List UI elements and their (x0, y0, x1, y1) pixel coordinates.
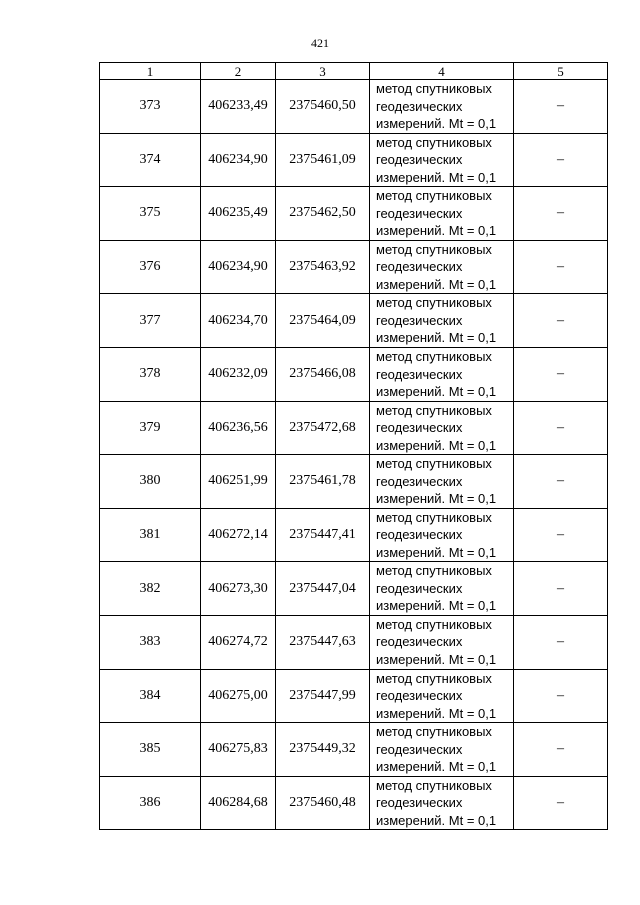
point-number: 386 (100, 776, 201, 830)
x-coordinate: 406233,49 (201, 80, 276, 134)
point-number: 383 (100, 615, 201, 669)
measurement-method: метод спутниковых геодезических измерений. Mt = 0,1 (370, 615, 514, 669)
point-number: 373 (100, 80, 201, 134)
x-coordinate: 406234,90 (201, 240, 276, 294)
measurement-method: метод спутниковых геодезических измерений. Mt = 0,1 (370, 80, 514, 134)
y-coordinate: 2375464,09 (276, 294, 370, 348)
y-coordinate: 2375461,78 (276, 455, 370, 509)
y-coordinate: 2375472,68 (276, 401, 370, 455)
table-row (100, 723, 608, 777)
measurement-method: метод спутниковых геодезических измерений. Mt = 0,1 (370, 294, 514, 348)
measurement-method: метод спутниковых геодезических измерений. Mt = 0,1 (370, 401, 514, 455)
table-row (100, 401, 608, 455)
table-header-row (100, 63, 608, 80)
point-number: 378 (100, 347, 201, 401)
measurement-method: метод спутниковых геодезических измерений. Mt = 0,1 (370, 187, 514, 241)
x-coordinate: 406275,00 (201, 669, 276, 723)
table-body (100, 80, 608, 830)
page-number: 421 (311, 36, 329, 50)
note: – (514, 562, 608, 616)
point-number: 381 (100, 508, 201, 562)
y-coordinate: 2375460,48 (276, 776, 370, 830)
point-number: 385 (100, 723, 201, 777)
measurement-method: метод спутниковых геодезических измерений. Mt = 0,1 (370, 776, 514, 830)
note: – (514, 80, 608, 134)
table-row (100, 240, 608, 294)
y-coordinate: 2375449,32 (276, 723, 370, 777)
x-coordinate: 406284,68 (201, 776, 276, 830)
column-header-3: 3 (276, 63, 370, 80)
point-number: 376 (100, 240, 201, 294)
column-header-1: 1 (100, 63, 201, 80)
note: – (514, 615, 608, 669)
table-row (100, 455, 608, 509)
x-coordinate: 406232,09 (201, 347, 276, 401)
note: – (514, 187, 608, 241)
note: – (514, 294, 608, 348)
point-number: 375 (100, 187, 201, 241)
note: – (514, 508, 608, 562)
measurement-method: метод спутниковых геодезических измерений. Mt = 0,1 (370, 723, 514, 777)
y-coordinate: 2375447,99 (276, 669, 370, 723)
measurement-method: метод спутниковых геодезических измерений. Mt = 0,1 (370, 669, 514, 723)
note: – (514, 347, 608, 401)
table-row (100, 776, 608, 830)
measurement-method: метод спутниковых геодезических измерений. Mt = 0,1 (370, 347, 514, 401)
point-number: 382 (100, 562, 201, 616)
note: – (514, 776, 608, 830)
table-row (100, 615, 608, 669)
table-row (100, 508, 608, 562)
column-header-2: 2 (201, 63, 276, 80)
table-row (100, 669, 608, 723)
note: – (514, 401, 608, 455)
measurement-method: метод спутниковых геодезических измерений. Mt = 0,1 (370, 562, 514, 616)
x-coordinate: 406236,56 (201, 401, 276, 455)
note: – (514, 133, 608, 187)
x-coordinate: 406273,30 (201, 562, 276, 616)
note: – (514, 669, 608, 723)
note: – (514, 240, 608, 294)
table-row (100, 562, 608, 616)
y-coordinate: 2375447,63 (276, 615, 370, 669)
point-number: 377 (100, 294, 201, 348)
note: – (514, 723, 608, 777)
x-coordinate: 406234,90 (201, 133, 276, 187)
x-coordinate: 406275,83 (201, 723, 276, 777)
y-coordinate: 2375466,08 (276, 347, 370, 401)
x-coordinate: 406274,72 (201, 615, 276, 669)
y-coordinate: 2375460,50 (276, 80, 370, 134)
measurement-method: метод спутниковых геодезических измерений. Mt = 0,1 (370, 508, 514, 562)
point-number: 379 (100, 401, 201, 455)
table-row (100, 294, 608, 348)
measurement-method: метод спутниковых геодезических измерений. Mt = 0,1 (370, 240, 514, 294)
point-number: 380 (100, 455, 201, 509)
x-coordinate: 406234,70 (201, 294, 276, 348)
table-row (100, 187, 608, 241)
x-coordinate: 406272,14 (201, 508, 276, 562)
y-coordinate: 2375462,50 (276, 187, 370, 241)
x-coordinate: 406235,49 (201, 187, 276, 241)
column-header-4: 4 (370, 63, 514, 80)
point-number: 374 (100, 133, 201, 187)
point-number: 384 (100, 669, 201, 723)
note: – (514, 455, 608, 509)
column-header-5: 5 (514, 63, 608, 80)
y-coordinate: 2375447,04 (276, 562, 370, 616)
coordinates-table (99, 62, 608, 830)
table-row (100, 347, 608, 401)
table-row (100, 80, 608, 134)
y-coordinate: 2375463,92 (276, 240, 370, 294)
y-coordinate: 2375461,09 (276, 133, 370, 187)
table-row (100, 133, 608, 187)
measurement-method: метод спутниковых геодезических измерений. Mt = 0,1 (370, 455, 514, 509)
y-coordinate: 2375447,41 (276, 508, 370, 562)
measurement-method: метод спутниковых геодезических измерений. Mt = 0,1 (370, 133, 514, 187)
x-coordinate: 406251,99 (201, 455, 276, 509)
